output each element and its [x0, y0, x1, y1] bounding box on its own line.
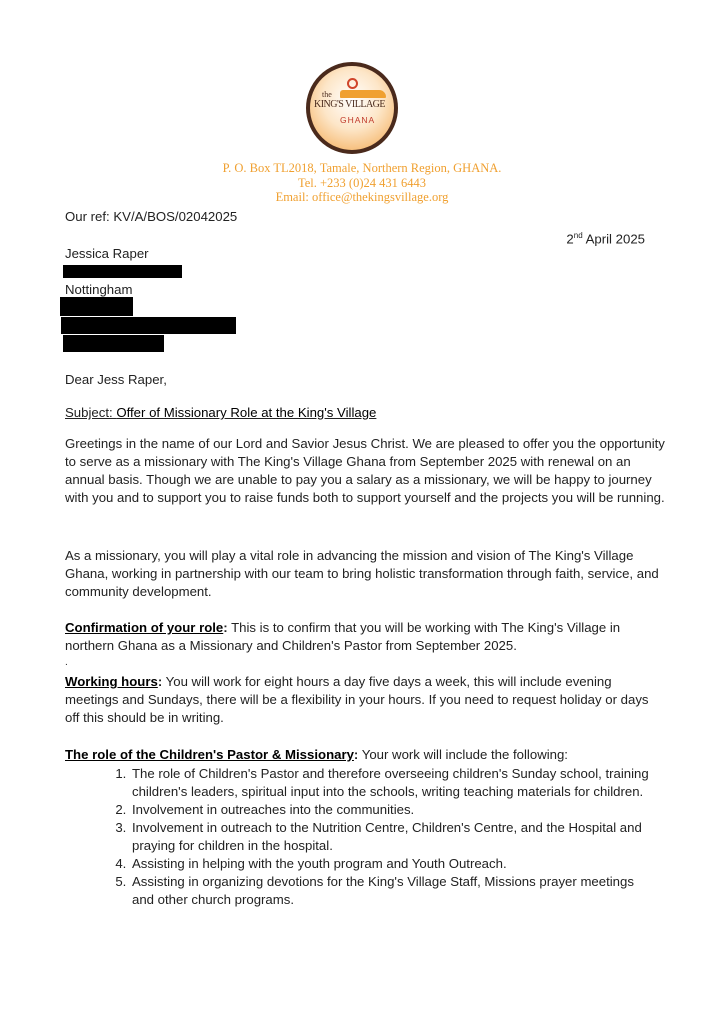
redacted-address-line — [60, 297, 133, 316]
logo-text-kings-village: KING'S VILLAGE — [314, 99, 385, 110]
logo-village-icon — [340, 90, 386, 98]
salutation: Dear Jess Raper, — [65, 372, 167, 387]
reference-number: Our ref: KV/A/BOS/02042025 — [65, 209, 238, 224]
list-item: 1. The role of Children's Pastor and therefore overseeing children's Sunday school, training children's leaders, spiritual input into the schools, writing teaching materials for children. — [130, 765, 650, 801]
subject-line: Subject: Offer of Missionary Role at the King's Village — [65, 405, 377, 420]
paragraph-greeting: Greetings in the name of our Lord and Savior Jesus Christ. We are pleased to offer you the opportunity to serve as a missionary with The King's Village Ghana from September 2025 with renewal on an annual basis. Though we are unable to pay you a salary as a missionary, we will be happy to journey with you and to support you to raise funds both to support yourself and the projects you will be running. — [65, 436, 665, 505]
letterhead-logo — [306, 62, 398, 154]
paragraph-working-hours: Working hours: You will work for eight hours a day five days a week, this will include evening meetings and Sundays, there will be a flexibility in your hours. If you need to request holiday or days off this should be in writing. — [65, 674, 649, 725]
logo-text-ghana: GHANA — [340, 115, 376, 125]
paragraph-role-heading: The role of the Children's Pastor & Missionary: Your work will include the following: — [65, 747, 568, 762]
duties-list — [112, 765, 650, 909]
list-item: 5. Assisting in organizing devotions for the King's Village Staff, Missions prayer meetings and other church programs. — [130, 873, 650, 909]
logo-text-the: the — [322, 90, 332, 99]
logo-sun-icon — [347, 78, 358, 89]
letterhead-address: P. O. Box TL2018, Tamale, Northern Region, GHANA. — [222, 161, 502, 175]
letterhead-email: Email: office@thekingsvillage.org — [275, 190, 449, 204]
recipient-name: Jessica Raper — [65, 246, 149, 261]
redacted-address-line — [63, 335, 164, 352]
list-item: 3. Involvement in outreach to the Nutrition Centre, Children's Centre, and the Hospital and praying for children in the hospital. — [130, 819, 650, 855]
paragraph-role-overview: As a missionary, you will play a vital role in advancing the mission and vision of The King's Village Ghana, working in partnership with our team to bring holistic transformation through faith, service, and community development. — [65, 548, 659, 599]
redacted-address-line — [63, 265, 182, 278]
letter-date: 2nd April 2025 — [566, 231, 645, 247]
list-item: 4. Assisting in helping with the youth program and Youth Outreach. — [130, 855, 650, 873]
letterhead-tel: Tel. +233 (0)24 431 6443 — [297, 175, 427, 190]
list-item: 2. Involvement in outreaches into the communities. — [130, 801, 650, 819]
stray-dot: . — [65, 657, 68, 668]
recipient-city: Nottingham — [65, 282, 133, 297]
paragraph-confirmation: Confirmation of your role: This is to confirm that you will be working with The King's Village in northern Ghana as a Missionary and Children's Pastor from September 2025. — [65, 620, 621, 653]
redacted-address-line — [61, 317, 236, 334]
